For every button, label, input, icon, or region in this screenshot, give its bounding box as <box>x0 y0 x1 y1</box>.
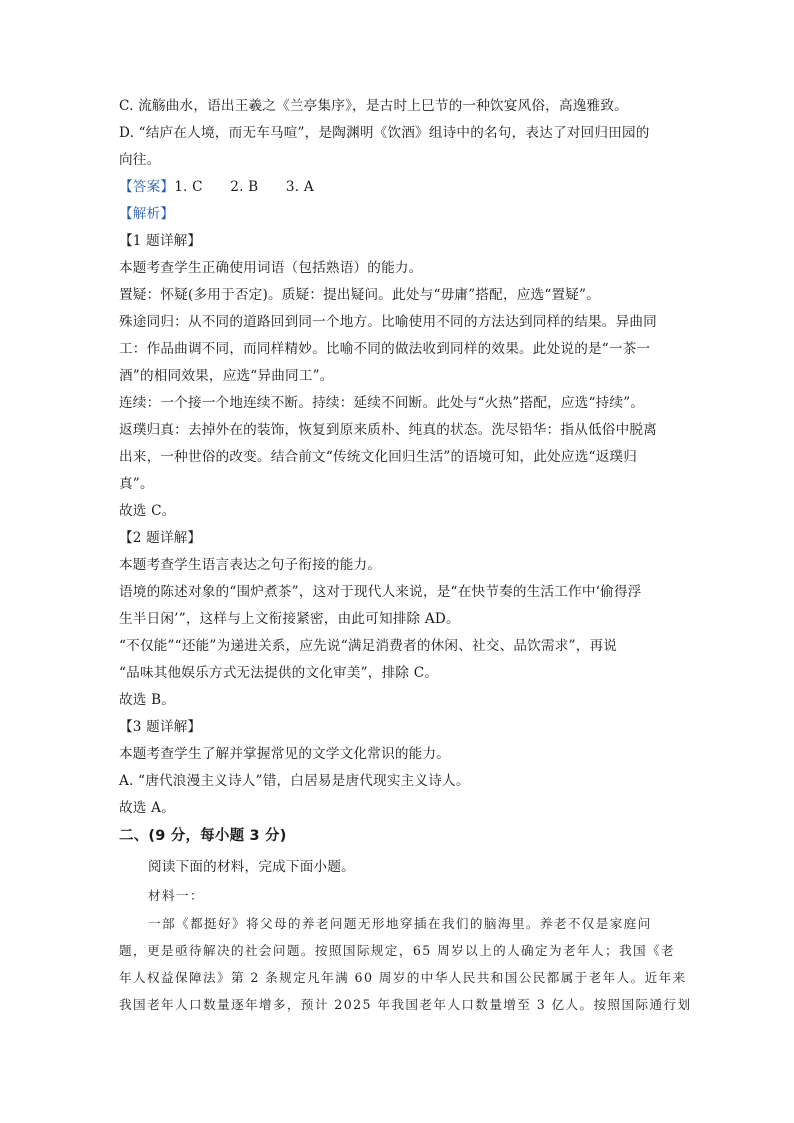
q1-conclusion: 故选 C。 <box>119 503 176 519</box>
q1-text: 置疑：怀疑(多用于否定)。质疑：提出疑问。此处与“毋庸”搭配，应选“置疑”。 <box>119 287 601 303</box>
instruction: 阅读下面的材料，完成下面小题。 <box>148 859 355 875</box>
material-label: 材料一： <box>148 888 204 903</box>
option-d-line1: D. “结庐在人境，而无车马喧”，是陶渊明《饮酒》组诗中的名句，表达了对回归田园的 <box>119 125 650 141</box>
q1-text: 出来，一种世俗的改变。结合前文“传统文化回归生活”的语境可知，此处应选“返璞归 <box>119 449 638 465</box>
q1-text: 工：作品曲调不同，而同样精妙。比喻不同的做法收到同样的效果。此处说的是“一茶一 <box>119 341 651 357</box>
q3-text: A. “唐代浪漫主义诗人”错，白居易是唐代现实主义诗人。 <box>119 773 470 789</box>
passage-line: 年人权益保障法》第 2 条规定凡年满 60 周岁的中华人民共和国公民都属于老年人。近年来 <box>119 970 687 985</box>
q2-text: 生半日闲’”，这样与上文衔接紧密，由此可知排除 AD。 <box>119 611 460 627</box>
q1-label: 【1 题详解】 <box>119 233 202 249</box>
option-d-line2: 向往。 <box>119 152 161 168</box>
answer-line <box>119 178 314 196</box>
answer-label: 【答案】 <box>119 179 175 195</box>
option-c: C. 流觞曲水，语出王羲之《兰亭集序》，是古时上巳节的一种饮宴风俗，高逸雅致。 <box>119 98 628 114</box>
q1-text: 返璞归真：去掉外在的装饰，恢复到原来质朴、纯真的状态。洗尽铅华：指从低俗中脱离 <box>119 422 657 438</box>
q1-intro: 本题考查学生正确使用词语（包括熟语）的能力。 <box>119 260 423 276</box>
analysis-label: 【解析】 <box>119 206 175 222</box>
section-heading: 二、(9 分，每小题 3 分) <box>119 828 287 844</box>
q3-conclusion: 故选 A。 <box>119 800 175 816</box>
q2-label: 【2 题详解】 <box>119 530 202 546</box>
q2-text: “不仅能”“还能”为递进关系，应先说“满足消费者的休闲、社交、品饮需求”，再说 <box>119 638 618 654</box>
q1-text: 殊途同归：从不同的道路回到同一个地方。比喻使用不同的方法达到同样的结果。异曲同 <box>119 314 657 330</box>
q1-text: 酒”的相同效果，应选“异曲同工”。 <box>119 368 334 384</box>
q2-text: 语境的陈述对象的“围炉煮茶”，这对于现代人来说，是“在快节奏的生活工作中‘偷得浮 <box>119 584 642 600</box>
answer-text: 1. C 2. B 3. A <box>174 179 314 195</box>
passage-line: 一部《都挺好》将父母的养老问题无形地穿插在我们的脑海里。养老不仅是家庭问 <box>148 916 652 931</box>
q3-label: 【3 题详解】 <box>119 719 202 735</box>
passage-line: 题，更是亟待解决的社会问题。按照国际规定，65 周岁以上的人确定为老年人；我国《老 <box>119 943 675 958</box>
q2-text: “品味其他娱乐方式无法提供的文化审美”，排除 C。 <box>119 665 439 681</box>
q1-text: 连续：一个接一个地连续不断。持续：延续不间断。此处与“火热”搭配，应选“持续”。 <box>119 395 645 411</box>
q3-intro: 本题考查学生了解并掌握常见的文学文化常识的能力。 <box>119 746 451 762</box>
passage-line: 我国老年人口数量逐年增多，预计 2025 年我国老年人口数量增至 3 亿人。按照国际通行划 <box>119 997 692 1012</box>
q2-intro: 本题考查学生语言表达之句子衔接的能力。 <box>119 557 382 573</box>
q2-conclusion: 故选 B。 <box>119 692 176 708</box>
q1-text: 真”。 <box>119 476 154 492</box>
